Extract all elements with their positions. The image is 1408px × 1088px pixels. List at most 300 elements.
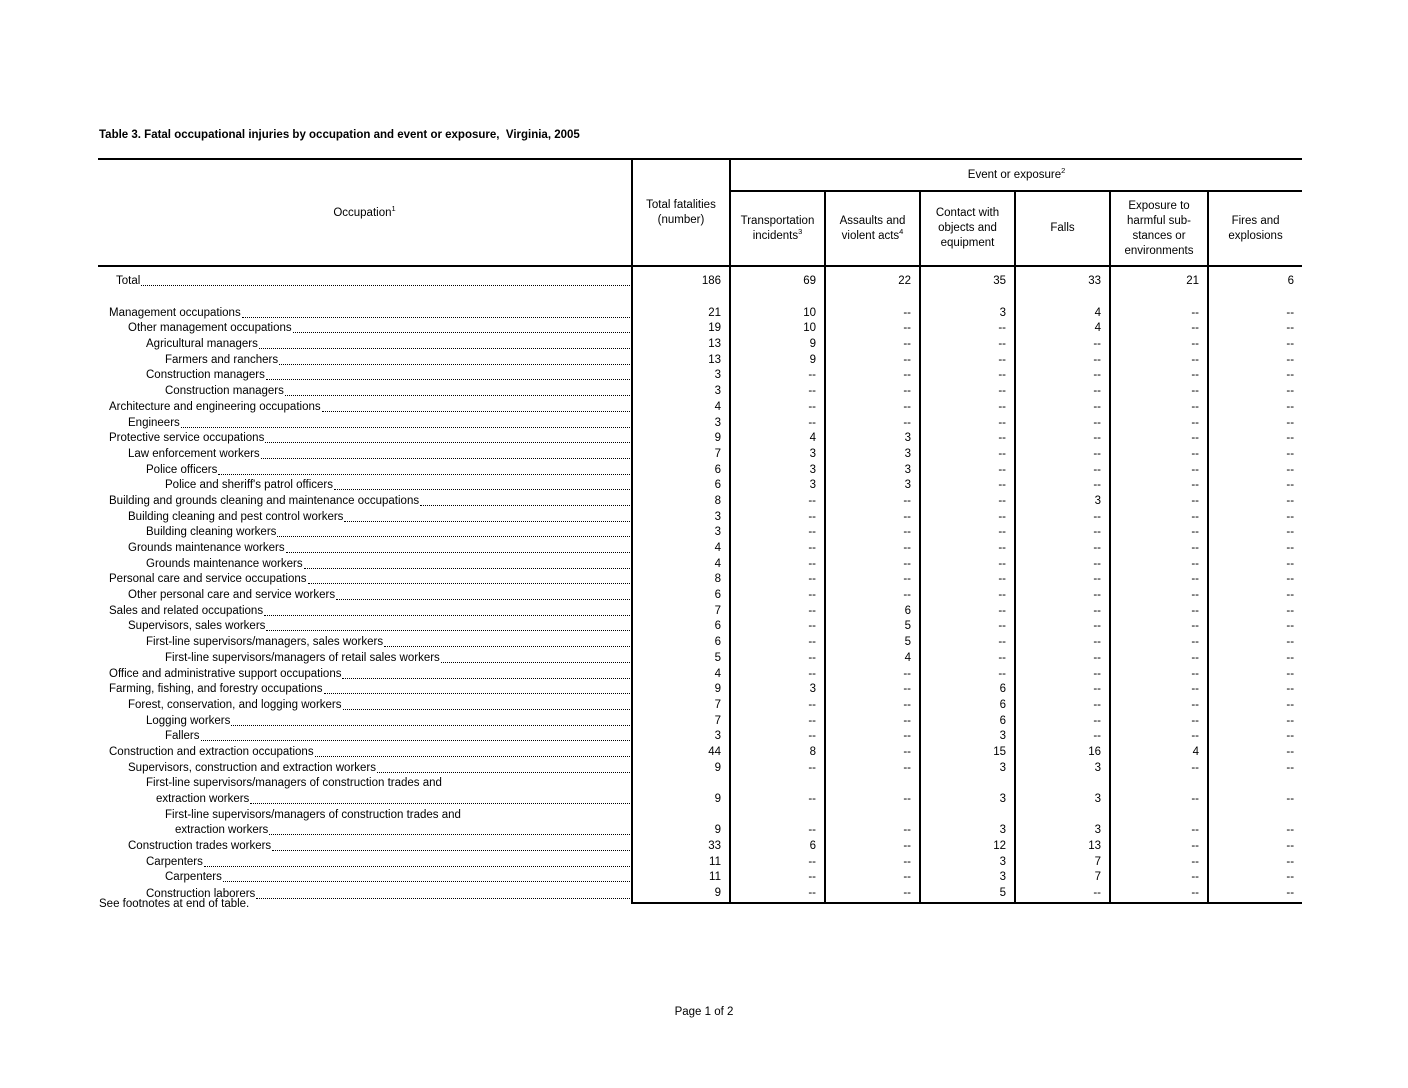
occupation-cell <box>98 384 632 400</box>
value-cell-transportation-incidents: -- <box>730 384 825 400</box>
occupation-header-label: Occupation <box>333 206 392 219</box>
dot-leader <box>315 756 630 757</box>
table-row <box>98 619 1302 635</box>
value-cell-total-fatalities: 6 <box>632 462 730 478</box>
column-header-fires-explosions: Fires and explosions <box>1208 191 1302 266</box>
value-cell-contact-objects-equipment: 15 <box>920 745 1015 761</box>
value-cell-transportation-incidents: 10 <box>730 305 825 321</box>
value-cell-fires-explosions: -- <box>1208 478 1302 494</box>
value-cell-assaults-violent-acts: -- <box>825 400 920 416</box>
value-cell-total-fatalities: 11 <box>632 854 730 870</box>
value-cell-transportation-incidents: 3 <box>730 447 825 463</box>
value-cell-fires-explosions: -- <box>1208 525 1302 541</box>
value-cell-fires-explosions: -- <box>1208 603 1302 619</box>
occupation-cell <box>98 431 632 447</box>
value-cell-total-fatalities: 3 <box>632 368 730 384</box>
occupation-label: Carpenters <box>146 855 203 868</box>
occupation-cell <box>98 509 632 525</box>
value-cell-fires-explosions: -- <box>1208 556 1302 572</box>
value-cell-contact-objects-equipment: 6 <box>920 713 1015 729</box>
value-cell-falls: -- <box>1015 588 1110 604</box>
occupation-label: First-line supervisors/managers of construction trades and <box>146 777 442 790</box>
occupation-cell <box>98 776 632 792</box>
value-cell-transportation-incidents <box>730 266 825 274</box>
dot-leader <box>377 772 630 773</box>
value-cell-falls: -- <box>1015 541 1110 557</box>
table-row <box>98 274 1302 290</box>
column-header-contact-objects-equipment: Contact with objects and equipment <box>920 191 1015 266</box>
value-cell-falls: -- <box>1015 384 1110 400</box>
value-cell-falls <box>1015 776 1110 792</box>
value-cell-fires-explosions: -- <box>1208 368 1302 384</box>
value-cell-exposure-harmful-substances: -- <box>1110 462 1208 478</box>
value-cell-falls: 7 <box>1015 870 1110 886</box>
value-cell-transportation-incidents: 69 <box>730 274 825 290</box>
occupation-label: First-line supervisors/managers of construction trades and <box>165 808 461 821</box>
occupation-column-header <box>98 159 632 266</box>
value-cell-falls: -- <box>1015 729 1110 745</box>
value-cell-total-fatalities: 11 <box>632 870 730 886</box>
occupation-label: Engineers <box>128 416 180 429</box>
value-cell-transportation-incidents: -- <box>730 698 825 714</box>
value-cell-total-fatalities: 44 <box>632 745 730 761</box>
dot-leader <box>272 850 630 851</box>
event-exposure-group-header <box>730 159 1302 191</box>
value-cell-transportation-incidents: -- <box>730 525 825 541</box>
occupation-label: Other management occupations <box>128 322 292 335</box>
table-row <box>98 807 1302 823</box>
value-cell-transportation-incidents: 3 <box>730 682 825 698</box>
occupation-label: Grounds maintenance workers <box>146 557 303 570</box>
table-row <box>98 588 1302 604</box>
column-header-transportation-incidents: Transportation incidents$^3$ <box>730 191 825 266</box>
value-cell-assaults-violent-acts: -- <box>825 713 920 729</box>
dot-leader <box>322 411 630 412</box>
fatalities-table <box>98 158 1302 904</box>
value-cell-assaults-violent-acts: -- <box>825 588 920 604</box>
value-cell-fires-explosions: -- <box>1208 321 1302 337</box>
value-cell-contact-objects-equipment: -- <box>920 368 1015 384</box>
value-cell-transportation-incidents: -- <box>730 400 825 416</box>
value-cell-fires-explosions: -- <box>1208 494 1302 510</box>
value-cell-assaults-violent-acts: -- <box>825 729 920 745</box>
value-cell-total-fatalities: 13 <box>632 352 730 368</box>
table-row <box>98 321 1302 337</box>
value-cell-total-fatalities: 9 <box>632 823 730 839</box>
occupation-label: Construction managers <box>146 369 265 382</box>
table-row <box>98 478 1302 494</box>
group-header-label: Event or exposure <box>967 169 1062 181</box>
value-cell-assaults-violent-acts: -- <box>825 823 920 839</box>
value-cell-contact-objects-equipment: 35 <box>920 274 1015 290</box>
value-cell-falls: -- <box>1015 666 1110 682</box>
value-cell-fires-explosions: -- <box>1208 682 1302 698</box>
value-cell-contact-objects-equipment: 3 <box>920 823 1015 839</box>
occupation-cell <box>98 729 632 745</box>
value-cell-total-fatalities: 4 <box>632 666 730 682</box>
value-cell-transportation-incidents: -- <box>730 823 825 839</box>
value-cell-contact-objects-equipment <box>920 266 1015 274</box>
value-cell-contact-objects-equipment: -- <box>920 635 1015 651</box>
total-header-line2: (number) <box>657 213 705 226</box>
value-cell-fires-explosions: -- <box>1208 447 1302 463</box>
value-cell-total-fatalities: 7 <box>632 698 730 714</box>
value-cell-exposure-harmful-substances: -- <box>1110 635 1208 651</box>
table-row <box>98 713 1302 729</box>
occupation-label: Carpenters <box>165 871 222 884</box>
dot-leader <box>384 646 630 647</box>
dot-leader <box>286 552 630 553</box>
value-cell-fires-explosions: -- <box>1208 572 1302 588</box>
value-cell-total-fatalities: 7 <box>632 713 730 729</box>
value-cell-assaults-violent-acts: -- <box>825 666 920 682</box>
occupation-cell <box>98 588 632 604</box>
value-cell-total-fatalities: 9 <box>632 760 730 776</box>
value-cell-exposure-harmful-substances: -- <box>1110 352 1208 368</box>
column-header-footnote-marker: 4 <box>899 226 904 236</box>
value-cell-contact-objects-equipment: 3 <box>920 854 1015 870</box>
value-cell-total-fatalities: 5 <box>632 651 730 667</box>
value-cell-falls: -- <box>1015 635 1110 651</box>
table-row <box>98 509 1302 525</box>
occupation-label: Construction laborers <box>146 887 256 900</box>
value-cell-fires-explosions <box>1208 776 1302 792</box>
value-cell-assaults-violent-acts: -- <box>825 509 920 525</box>
occupation-label: Management occupations <box>109 306 241 319</box>
table-row <box>98 352 1302 368</box>
value-cell-total-fatalities: 21 <box>632 305 730 321</box>
table-row <box>98 494 1302 510</box>
occupation-label: Other personal care and service workers <box>128 589 336 602</box>
dot-leader <box>181 427 630 428</box>
value-cell-contact-objects-equipment: -- <box>920 619 1015 635</box>
value-cell-transportation-incidents: -- <box>730 729 825 745</box>
value-cell-total-fatalities: 4 <box>632 400 730 416</box>
value-cell-exposure-harmful-substances <box>1110 290 1208 306</box>
occupation-header-footnote-marker: 1 <box>391 203 396 213</box>
occupation-cell <box>98 619 632 635</box>
occupation-label: Logging workers <box>146 714 231 727</box>
value-cell-contact-objects-equipment: 12 <box>920 839 1015 855</box>
value-cell-contact-objects-equipment: -- <box>920 384 1015 400</box>
value-cell-assaults-violent-acts: 22 <box>825 274 920 290</box>
value-cell-exposure-harmful-substances: -- <box>1110 588 1208 604</box>
occupation-cell <box>98 415 632 431</box>
value-cell-assaults-violent-acts <box>825 807 920 823</box>
value-cell-falls: 3 <box>1015 760 1110 776</box>
value-cell-contact-objects-equipment: -- <box>920 337 1015 353</box>
value-cell-exposure-harmful-substances: -- <box>1110 886 1208 903</box>
value-cell-falls: 7 <box>1015 854 1110 870</box>
occupation-label: Construction managers <box>165 385 284 398</box>
dot-leader <box>342 678 630 679</box>
occupation-label: Sales and related occupations <box>109 604 264 617</box>
value-cell-fires-explosions: -- <box>1208 651 1302 667</box>
occupation-cell <box>98 266 632 274</box>
value-cell-contact-objects-equipment: -- <box>920 415 1015 431</box>
value-cell-assaults-violent-acts: -- <box>825 760 920 776</box>
table-row <box>98 854 1302 870</box>
occupation-cell <box>98 682 632 698</box>
table-row <box>98 729 1302 745</box>
value-cell-transportation-incidents: -- <box>730 509 825 525</box>
value-cell-fires-explosions: -- <box>1208 635 1302 651</box>
value-cell-assaults-violent-acts: -- <box>825 541 920 557</box>
value-cell-exposure-harmful-substances: -- <box>1110 682 1208 698</box>
value-cell-assaults-violent-acts: -- <box>825 305 920 321</box>
table-row <box>98 792 1302 808</box>
dot-leader <box>308 583 630 584</box>
value-cell-fires-explosions: -- <box>1208 870 1302 886</box>
occupation-cell <box>98 807 632 823</box>
value-cell-assaults-violent-acts: -- <box>825 415 920 431</box>
occupation-cell <box>98 352 632 368</box>
value-cell-exposure-harmful-substances: -- <box>1110 666 1208 682</box>
dot-leader <box>266 630 630 631</box>
occupation-cell <box>98 823 632 839</box>
occupation-label: Office and administrative support occupations <box>109 667 342 680</box>
value-cell-fires-explosions <box>1208 807 1302 823</box>
occupation-cell <box>98 337 632 353</box>
occupation-cell <box>98 792 632 808</box>
page-number: Page 1 of 2 <box>674 1006 734 1018</box>
value-cell-contact-objects-equipment: -- <box>920 651 1015 667</box>
occupation-label: Total <box>116 275 141 288</box>
value-cell-assaults-violent-acts: 3 <box>825 462 920 478</box>
value-cell-exposure-harmful-substances: -- <box>1110 870 1208 886</box>
value-cell-contact-objects-equipment: 3 <box>920 305 1015 321</box>
table-row <box>98 415 1302 431</box>
value-cell-transportation-incidents: -- <box>730 494 825 510</box>
occupation-label: Law enforcement workers <box>128 447 260 460</box>
value-cell-contact-objects-equipment: -- <box>920 447 1015 463</box>
dot-leader <box>265 442 630 443</box>
dot-leader <box>293 332 630 333</box>
value-cell-contact-objects-equipment: -- <box>920 603 1015 619</box>
occupation-cell <box>98 494 632 510</box>
occupation-label: Building cleaning workers <box>146 526 277 539</box>
value-cell-exposure-harmful-substances: -- <box>1110 603 1208 619</box>
value-cell-falls: -- <box>1015 713 1110 729</box>
value-cell-total-fatalities: 3 <box>632 525 730 541</box>
dot-leader <box>141 285 630 286</box>
value-cell-fires-explosions: -- <box>1208 886 1302 903</box>
value-cell-fires-explosions: -- <box>1208 305 1302 321</box>
value-cell-fires-explosions: -- <box>1208 384 1302 400</box>
value-cell-falls: -- <box>1015 400 1110 416</box>
value-cell-assaults-violent-acts: -- <box>825 854 920 870</box>
value-cell-falls: 13 <box>1015 839 1110 855</box>
occupation-cell <box>98 400 632 416</box>
occupation-cell <box>98 447 632 463</box>
dot-leader <box>218 474 630 475</box>
table-row <box>98 556 1302 572</box>
value-cell-assaults-violent-acts: -- <box>825 572 920 588</box>
value-cell-total-fatalities: 4 <box>632 541 730 557</box>
occupation-cell <box>98 666 632 682</box>
value-cell-assaults-violent-acts: -- <box>825 384 920 400</box>
occupation-label: Farmers and ranchers <box>165 353 279 366</box>
footnote: See footnotes at end of table. <box>99 898 250 910</box>
value-cell-fires-explosions: -- <box>1208 713 1302 729</box>
value-cell-falls: -- <box>1015 651 1110 667</box>
value-cell-falls: -- <box>1015 478 1110 494</box>
table-row <box>98 698 1302 714</box>
value-cell-transportation-incidents: -- <box>730 651 825 667</box>
value-cell-assaults-violent-acts: -- <box>825 525 920 541</box>
value-cell-exposure-harmful-substances: -- <box>1110 384 1208 400</box>
value-cell-contact-objects-equipment: -- <box>920 556 1015 572</box>
value-cell-transportation-incidents: 3 <box>730 478 825 494</box>
header-row-group <box>98 159 1302 191</box>
table-row <box>98 760 1302 776</box>
dot-leader <box>223 881 630 882</box>
value-cell-total-fatalities <box>632 776 730 792</box>
occupation-label: Protective service occupations <box>109 432 265 445</box>
dot-leader <box>242 317 630 318</box>
value-cell-transportation-incidents: -- <box>730 588 825 604</box>
value-cell-transportation-incidents <box>730 776 825 792</box>
value-cell-assaults-violent-acts: -- <box>825 337 920 353</box>
value-cell-total-fatalities: 186 <box>632 274 730 290</box>
value-cell-fires-explosions: -- <box>1208 400 1302 416</box>
value-cell-total-fatalities: 19 <box>632 321 730 337</box>
value-cell-fires-explosions <box>1208 266 1302 274</box>
occupation-cell <box>98 745 632 761</box>
value-cell-assaults-violent-acts: -- <box>825 352 920 368</box>
value-cell-contact-objects-equipment: 3 <box>920 760 1015 776</box>
value-cell-total-fatalities: 7 <box>632 603 730 619</box>
value-cell-assaults-violent-acts <box>825 776 920 792</box>
value-cell-falls: 3 <box>1015 792 1110 808</box>
value-cell-fires-explosions: -- <box>1208 619 1302 635</box>
occupation-cell <box>98 290 632 306</box>
table-row <box>98 431 1302 447</box>
value-cell-transportation-incidents: -- <box>730 713 825 729</box>
occupation-label: extraction workers <box>156 793 250 806</box>
group-header-footnote-marker: 2 <box>1061 166 1066 176</box>
value-cell-contact-objects-equipment <box>920 776 1015 792</box>
column-header-exposure-harmful-substances: Exposure to harmful sub- stances or environments <box>1110 191 1208 266</box>
value-cell-assaults-violent-acts: -- <box>825 556 920 572</box>
value-cell-fires-explosions: -- <box>1208 745 1302 761</box>
value-cell-transportation-incidents: 9 <box>730 337 825 353</box>
value-cell-exposure-harmful-substances: -- <box>1110 556 1208 572</box>
column-header-footnote-marker: 3 <box>798 226 803 236</box>
value-cell-total-fatalities <box>632 807 730 823</box>
value-cell-exposure-harmful-substances: -- <box>1110 572 1208 588</box>
value-cell-transportation-incidents: -- <box>730 368 825 384</box>
value-cell-transportation-incidents: 6 <box>730 839 825 855</box>
value-cell-exposure-harmful-substances: -- <box>1110 760 1208 776</box>
value-cell-falls <box>1015 266 1110 274</box>
value-cell-total-fatalities: 4 <box>632 556 730 572</box>
value-cell-assaults-violent-acts: 6 <box>825 603 920 619</box>
value-cell-transportation-incidents: -- <box>730 760 825 776</box>
table-row <box>98 541 1302 557</box>
value-cell-contact-objects-equipment: -- <box>920 666 1015 682</box>
value-cell-fires-explosions: -- <box>1208 839 1302 855</box>
value-cell-falls: 4 <box>1015 305 1110 321</box>
occupation-label: Building cleaning and pest control workers <box>128 510 344 523</box>
table-row <box>98 603 1302 619</box>
table-row <box>98 400 1302 416</box>
occupation-cell <box>98 635 632 651</box>
value-cell-fires-explosions: -- <box>1208 415 1302 431</box>
dot-leader <box>269 834 630 835</box>
occupation-cell <box>98 368 632 384</box>
table-row <box>98 447 1302 463</box>
value-cell-assaults-violent-acts: 5 <box>825 635 920 651</box>
table-row <box>98 776 1302 792</box>
value-cell-fires-explosions: -- <box>1208 431 1302 447</box>
value-cell-contact-objects-equipment: 3 <box>920 792 1015 808</box>
value-cell-contact-objects-equipment: -- <box>920 400 1015 416</box>
value-cell-transportation-incidents: -- <box>730 541 825 557</box>
value-cell-fires-explosions: -- <box>1208 729 1302 745</box>
value-cell-fires-explosions: -- <box>1208 854 1302 870</box>
value-cell-exposure-harmful-substances: -- <box>1110 305 1208 321</box>
table-row <box>98 839 1302 855</box>
value-cell-exposure-harmful-substances: -- <box>1110 541 1208 557</box>
value-cell-assaults-violent-acts: 3 <box>825 447 920 463</box>
occupation-label: extraction workers <box>175 824 269 837</box>
value-cell-assaults-violent-acts: -- <box>825 321 920 337</box>
occupation-cell <box>98 541 632 557</box>
value-cell-transportation-incidents: -- <box>730 870 825 886</box>
value-cell-assaults-violent-acts: -- <box>825 886 920 903</box>
value-cell-contact-objects-equipment: 3 <box>920 870 1015 886</box>
value-cell-transportation-incidents: -- <box>730 854 825 870</box>
value-cell-falls: 33 <box>1015 274 1110 290</box>
value-cell-fires-explosions: -- <box>1208 462 1302 478</box>
occupation-label: Grounds maintenance workers <box>128 542 285 555</box>
value-cell-assaults-violent-acts: -- <box>825 698 920 714</box>
value-cell-exposure-harmful-substances: 21 <box>1110 274 1208 290</box>
value-cell-falls: -- <box>1015 462 1110 478</box>
value-cell-exposure-harmful-substances: -- <box>1110 619 1208 635</box>
value-cell-fires-explosions: -- <box>1208 588 1302 604</box>
value-cell-exposure-harmful-substances: 4 <box>1110 745 1208 761</box>
value-cell-total-fatalities: 33 <box>632 839 730 855</box>
value-cell-contact-objects-equipment: -- <box>920 462 1015 478</box>
value-cell-assaults-violent-acts: -- <box>825 494 920 510</box>
value-cell-falls: 4 <box>1015 321 1110 337</box>
occupation-cell <box>98 462 632 478</box>
table-row <box>98 462 1302 478</box>
occupation-cell <box>98 603 632 619</box>
value-cell-contact-objects-equipment: -- <box>920 352 1015 368</box>
value-cell-total-fatalities: 3 <box>632 509 730 525</box>
total-fatalities-column-header <box>632 159 730 266</box>
value-cell-falls: -- <box>1015 447 1110 463</box>
value-cell-assaults-violent-acts: -- <box>825 839 920 855</box>
value-cell-transportation-incidents: -- <box>730 556 825 572</box>
occupation-cell <box>98 760 632 776</box>
value-cell-contact-objects-equipment: -- <box>920 525 1015 541</box>
dot-leader <box>277 536 630 537</box>
value-cell-fires-explosions: -- <box>1208 760 1302 776</box>
value-cell-exposure-harmful-substances: -- <box>1110 321 1208 337</box>
dot-leader <box>250 803 630 804</box>
value-cell-transportation-incidents: -- <box>730 886 825 903</box>
value-cell-transportation-incidents: -- <box>730 415 825 431</box>
table-title: Table 3. Fatal occupational injuries by occupation and event or exposure, Virginia, 2005 <box>99 129 580 141</box>
dot-leader <box>441 662 630 663</box>
value-cell-exposure-harmful-substances: -- <box>1110 447 1208 463</box>
value-cell-falls: 3 <box>1015 494 1110 510</box>
value-cell-exposure-harmful-substances: -- <box>1110 509 1208 525</box>
